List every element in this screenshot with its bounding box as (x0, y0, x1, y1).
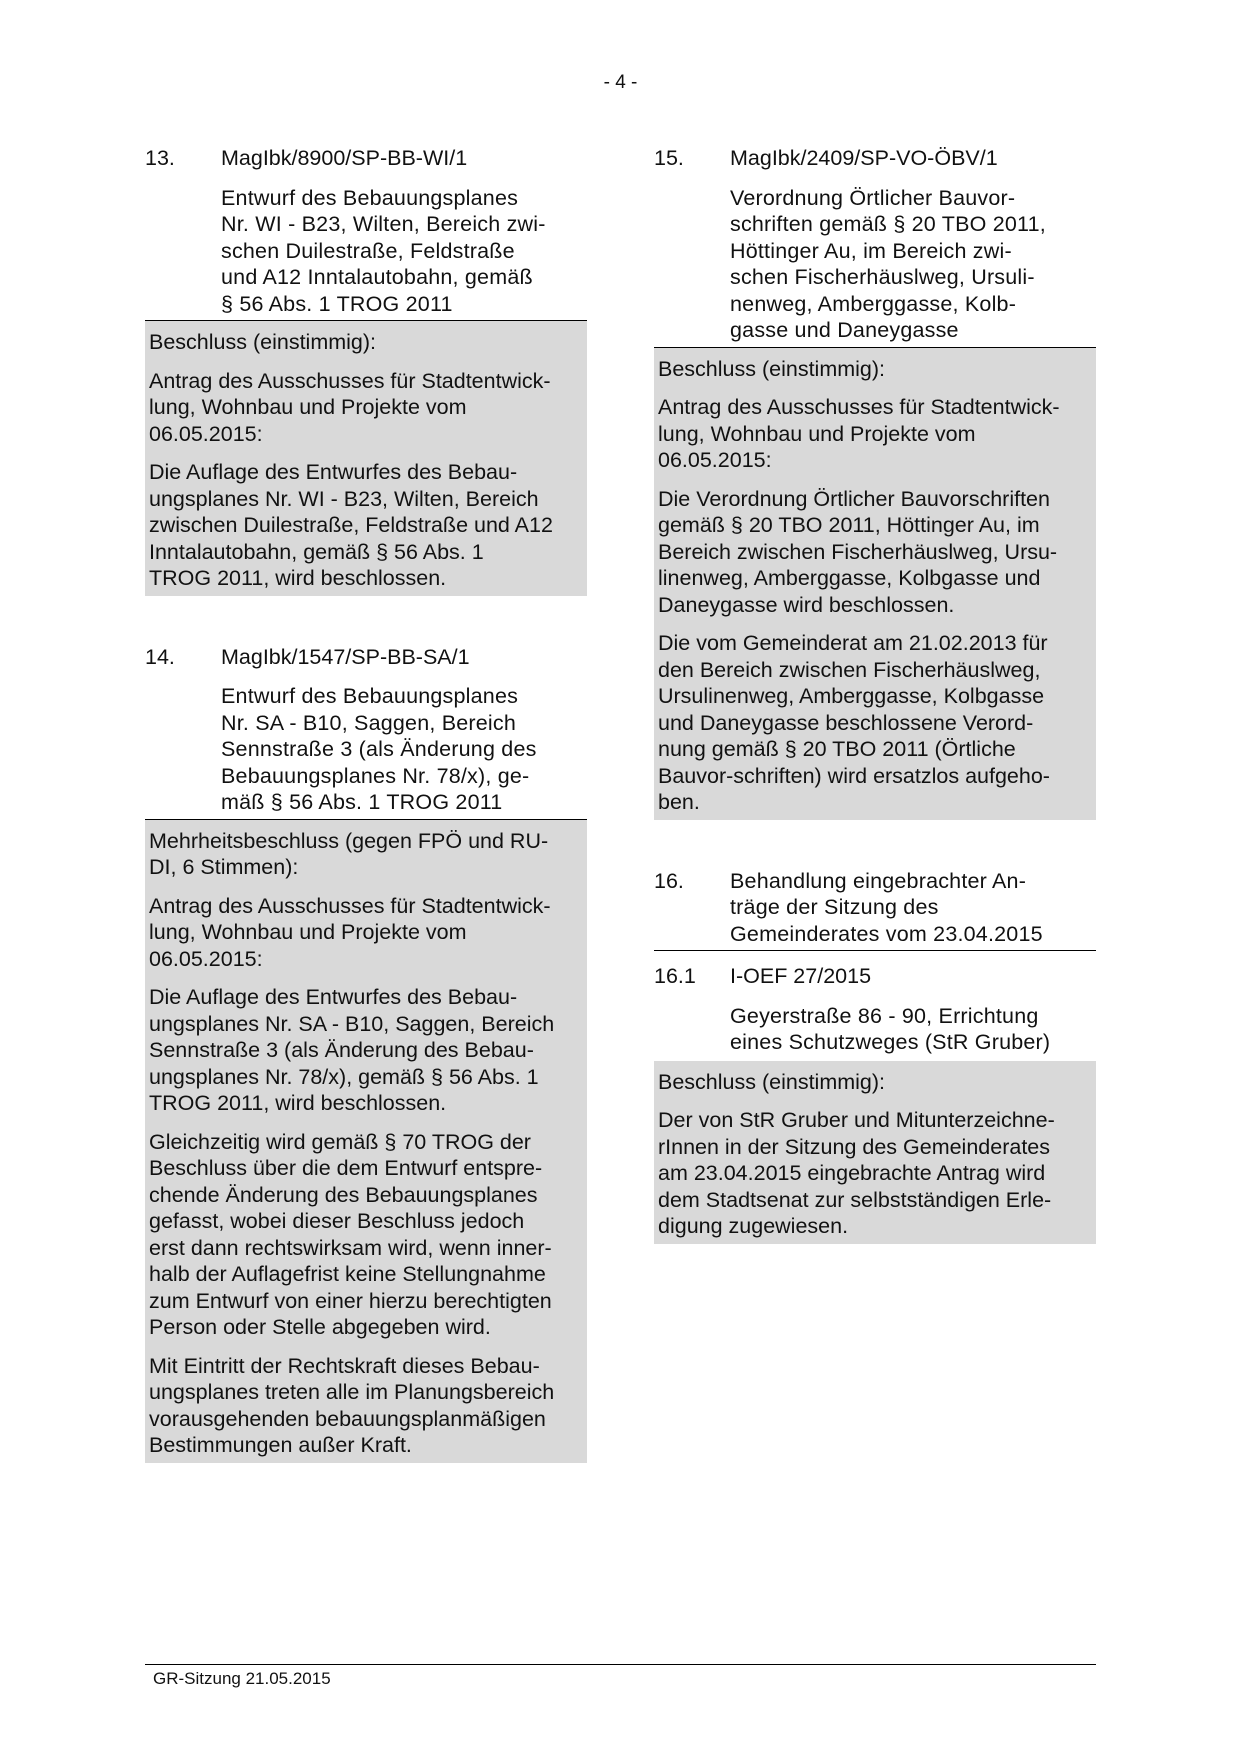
line: DI, 6 Stimmen): (149, 855, 299, 879)
decision-label: Beschluss (einstimmig): (149, 330, 376, 354)
sub-item-number: 16.1 (654, 964, 696, 988)
title-line: Geyerstraße 86 - 90, Errichtung (730, 1003, 1039, 1028)
decision-box (654, 1061, 1096, 1244)
item-title (654, 185, 1096, 347)
line: Antrag des Ausschusses für Stadtentwick- (149, 368, 551, 393)
item-number: 13. (145, 146, 175, 170)
line: 06.05.2015: (149, 946, 263, 971)
item-reference: MagIbk/2409/SP-VO-ÖBV/1 (730, 146, 998, 170)
decision-box (145, 820, 587, 1463)
title-line: und A12 Inntalautobahn, gemäß (221, 265, 533, 289)
title-line: träge der Sitzung des (730, 895, 939, 919)
decision-label: Beschluss (einstimmig): (658, 356, 885, 381)
agenda-item-16 (654, 868, 1096, 1244)
line: ungsplanes Nr. 78/x), gemäß § 56 Abs. 1 (149, 1064, 539, 1089)
line: Bereich zwischen Fischerhäuslweg, Ursu- (658, 539, 1058, 564)
line: Person oder Stelle abgegeben wird. (149, 1315, 491, 1339)
title-line: mäß § 56 Abs. 1 TROG 2011 (221, 790, 503, 814)
line: Mehrheitsbeschluss (gegen FPÖ und RU- (149, 828, 549, 853)
page-number: - 4 - (603, 72, 638, 93)
line: vorausgehenden bebauungsplanmäßigen (149, 1406, 546, 1431)
line: Gleichzeitig wird gemäß § 70 TROG der (149, 1129, 531, 1154)
line: nung gemäß § 20 TBO 2011 (Örtliche (658, 737, 1016, 761)
title-line: Nr. WI - B23, Wilten, Bereich zwi- (221, 212, 546, 236)
line: zwischen Duilestraße, Feldstraße und A12 (149, 513, 553, 537)
line: Antrag des Ausschusses für Stadtentwick- (149, 893, 551, 918)
line: gefasst, wobei dieser Beschluss jedoch (149, 1209, 525, 1233)
line: ungsplanes Nr. WI - B23, Wilten, Bereich (149, 486, 539, 511)
decision-box (654, 348, 1096, 820)
paragraph (149, 368, 583, 448)
title-line: Gemeinderates vom 23.04.2015 (730, 921, 1043, 946)
title-line: Höttinger Au, im Bereich zwi- (730, 238, 1012, 263)
title-line: Entwurf des Bebauungsplanes (221, 185, 519, 210)
paragraph (149, 459, 583, 592)
title-line: Nr. SA - B10, Saggen, Bereich (221, 710, 517, 735)
paragraph (658, 1107, 1092, 1240)
item-number: 15. (654, 146, 684, 170)
line: ben. (658, 790, 700, 814)
decision-box (145, 321, 587, 596)
agenda-item-14 (145, 644, 587, 1463)
line: Mit Eintritt der Rechtskraft dieses Bebau- (149, 1353, 540, 1378)
line: am 23.04.2015 eingebrachte Antrag wird (658, 1161, 1046, 1185)
line: Die Auflage des Entwurfes des Bebau- (149, 460, 518, 484)
line: gemäß § 20 TBO 2011, Höttinger Au, im (658, 513, 1040, 537)
title-line: Bebauungsplanes Nr. 78/x), ge- (221, 763, 530, 788)
line: zum Entwurf von einer hierzu berechtigten (149, 1288, 552, 1313)
line: Ursulinenweg, Amberggasse, Kolbgasse (658, 684, 1045, 708)
sub-item-title (654, 1003, 1096, 1059)
paragraph (149, 1129, 583, 1341)
line: Sennstraße 3 (als Änderung des Bebau- (149, 1038, 534, 1062)
line: linenweg, Amberggasse, Kolbgasse und (658, 566, 1041, 590)
line: TROG 2011, wird beschlossen. (149, 566, 447, 590)
title-line: Entwurf des Bebauungsplanes (221, 684, 519, 708)
line: Daneygasse wird beschlossen. (658, 592, 955, 617)
footer-divider (145, 1664, 1096, 1665)
sub-item-reference: I-OEF 27/2015 (730, 964, 872, 988)
item-title (145, 185, 587, 321)
title-line: nenweg, Amberggasse, Kolb- (730, 291, 1017, 316)
title-line: schen Duilestraße, Feldstraße (221, 238, 515, 263)
line: halb der Auflagefrist keine Stellungnahme (149, 1262, 546, 1286)
decision-label: Beschluss (einstimmig): (658, 1069, 885, 1094)
paragraph (658, 630, 1092, 816)
line: 06.05.2015: (149, 421, 263, 446)
line: 06.05.2015: (658, 448, 772, 472)
sub-item-head (654, 963, 1096, 990)
line: ungsplanes treten alle im Planungsbereich (149, 1380, 555, 1404)
right-column (654, 145, 1096, 1244)
line: lung, Wohnbau und Projekte vom (658, 421, 976, 446)
line: TROG 2011, wird beschlossen. (149, 1091, 447, 1115)
paragraph (149, 893, 583, 973)
title-line: schriften gemäß § 20 TBO 2011, (730, 212, 1046, 236)
line: Beschluss über die dem Entwurf entspre- (149, 1156, 543, 1180)
title-line: schen Fischerhäuslweg, Ursuli- (730, 265, 1035, 289)
item-title (145, 683, 587, 819)
line: Die Auflage des Entwurfes des Bebau- (149, 985, 518, 1009)
line: erst dann rechtswirksam wird, wenn inner- (149, 1235, 552, 1260)
paragraph (658, 394, 1092, 474)
line: ungsplanes Nr. SA - B10, Saggen, Bereich (149, 1011, 555, 1036)
line: chende Änderung des Bebauungsplanes (149, 1182, 538, 1207)
line: digung zugewiesen. (658, 1214, 849, 1238)
line: und Daneygasse beschlossene Verord- (658, 710, 1034, 735)
line: Die Verordnung Örtlicher Bauvorschriften (658, 486, 1050, 511)
line: dem Stadtsenat zur selbstständigen Erle- (658, 1187, 1052, 1212)
line: Die vom Gemeinderat am 21.02.2013 für (658, 631, 1048, 655)
item-reference: MagIbk/8900/SP-BB-WI/1 (221, 146, 468, 170)
agenda-item-15 (654, 145, 1096, 820)
item-number: 14. (145, 644, 175, 669)
paragraph (658, 486, 1092, 619)
agenda-item-13 (145, 145, 587, 596)
paragraph (149, 984, 583, 1117)
title-line: Verordnung Örtlicher Bauvor- (730, 185, 1016, 210)
line: den Bereich zwischen Fischerhäuslweg, (658, 657, 1041, 682)
line: Antrag des Ausschusses für Stadtentwick- (658, 395, 1060, 419)
line: Bestimmungen außer Kraft. (149, 1433, 412, 1457)
line: Der von StR Gruber und Mitunterzeichne- (658, 1108, 1055, 1132)
paragraph (149, 1353, 583, 1459)
decision-label (149, 828, 583, 881)
footer: GR-Sitzung 21.05.2015 (153, 1669, 331, 1688)
left-column (145, 145, 587, 1463)
line: lung, Wohnbau und Projekte vom (149, 920, 467, 944)
title-line: Behandlung eingebrachter An- (730, 868, 1027, 893)
title-line: § 56 Abs. 1 TROG 2011 (221, 291, 453, 316)
item-title (730, 868, 1096, 948)
item-number: 16. (654, 868, 684, 893)
title-line: gasse und Daneygasse (730, 318, 959, 342)
item-reference: MagIbk/1547/SP-BB-SA/1 (221, 644, 470, 669)
title-line: Sennstraße 3 (als Änderung des (221, 737, 537, 761)
divider (654, 950, 1096, 951)
title-line: eines Schutzweges (StR Gruber) (730, 1030, 1051, 1054)
line: Inntalautobahn, gemäß § 56 Abs. 1 (149, 539, 484, 564)
line: Bauvor-schriften) wird ersatzlos aufgeho- (658, 763, 1050, 788)
line: lung, Wohnbau und Projekte vom (149, 395, 467, 419)
line: rInnen in der Sitzung des Gemeinderates (658, 1134, 1051, 1159)
